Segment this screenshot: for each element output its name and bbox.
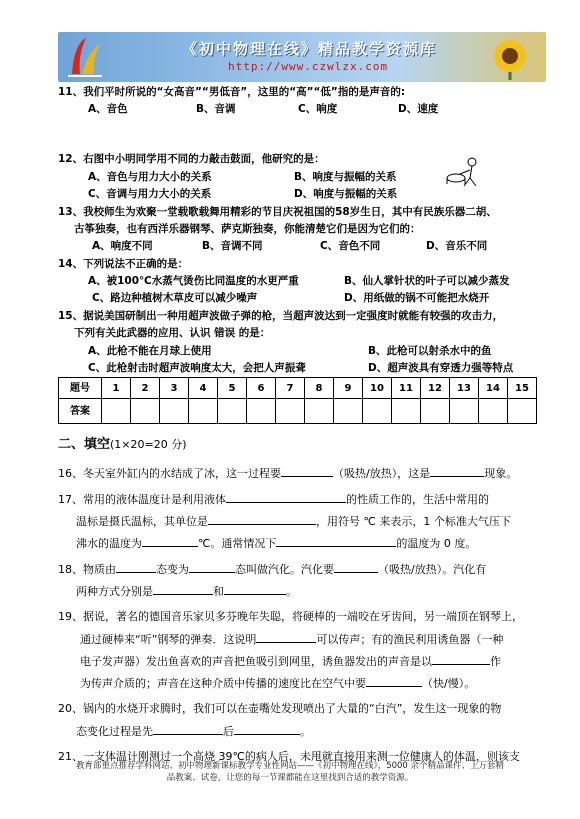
option-d: D、音乐不同 bbox=[426, 240, 488, 252]
blank[interactable] bbox=[153, 582, 213, 595]
blank[interactable] bbox=[432, 652, 490, 665]
question-number: 7 bbox=[276, 378, 305, 399]
blank[interactable] bbox=[189, 560, 235, 573]
question-number: 9 bbox=[334, 378, 363, 399]
option-c: C、音调与用力大小的关系 bbox=[88, 188, 212, 200]
question-number: 1 bbox=[102, 378, 131, 399]
blank[interactable] bbox=[116, 560, 156, 573]
q17-text: ，用符号 ℃ 来表示，1 个标准大气压下 bbox=[316, 515, 511, 528]
question-13: 13、我校师生为欢聚一堂载歌载舞用精彩的节目庆祝祖国的58岁生日，其中有民族乐器二胡、 bbox=[58, 206, 497, 218]
blank[interactable] bbox=[226, 490, 346, 503]
footer-line: 品教案、试卷，让您的每一节课都能在这里找到合适的教学资源。 bbox=[166, 773, 414, 783]
answer-table bbox=[58, 377, 537, 424]
q18-text: 。 bbox=[286, 585, 297, 598]
blank[interactable] bbox=[366, 674, 422, 687]
q16-text: 现象。 bbox=[484, 467, 518, 480]
blank[interactable] bbox=[224, 582, 286, 595]
question-16 bbox=[58, 464, 517, 482]
blank[interactable] bbox=[256, 630, 316, 643]
option-a: A、响度不同 bbox=[92, 240, 153, 252]
option-d: D、用纸做的锅不可能把水烧开 bbox=[344, 292, 490, 304]
q19-text: 通过硬棒来“听”钢琴的弹奏．这说明 bbox=[80, 633, 257, 646]
answer-cell[interactable] bbox=[508, 399, 537, 424]
answer-cell[interactable] bbox=[363, 399, 392, 424]
q19-text: 作 bbox=[490, 655, 501, 668]
drum-player-illustration bbox=[444, 156, 488, 188]
answer-cell[interactable] bbox=[334, 399, 363, 424]
question-18 bbox=[58, 560, 486, 578]
question-18-line2 bbox=[76, 582, 297, 600]
q18-text: 态叫做汽化。汽化要 bbox=[235, 563, 334, 576]
question-14: 14、下列说法不正确的是： bbox=[58, 258, 189, 270]
answer-cell[interactable] bbox=[421, 399, 450, 424]
q17-text: 的性质工作的，生活中常用的 bbox=[346, 493, 489, 506]
table-row bbox=[59, 378, 537, 399]
blank[interactable] bbox=[276, 534, 396, 547]
question-19: 19、据说，著名的德国音乐家贝多芬晚年失聪，将硬棒的一端咬在牙齿间，另一端顶在钢琴上， bbox=[58, 610, 523, 623]
question-number: 14 bbox=[479, 378, 508, 399]
question-number: 11 bbox=[392, 378, 421, 399]
answer-cell[interactable] bbox=[276, 399, 305, 424]
answer-cell[interactable] bbox=[218, 399, 247, 424]
section-title bbox=[58, 436, 187, 453]
question-11: 11、我们平时所说的“女高音”“男低音”，这里的“高”“低”指的是声音的: bbox=[58, 86, 406, 98]
option-c: C、响度 bbox=[298, 103, 338, 115]
answer-cell[interactable] bbox=[160, 399, 189, 424]
option-b: B、此枪可以射杀水中的鱼 bbox=[368, 345, 492, 357]
question-20-line2 bbox=[76, 722, 311, 740]
question-19-line4 bbox=[80, 674, 475, 692]
option-b: B、音调不同 bbox=[202, 240, 263, 252]
question-number: 6 bbox=[247, 378, 276, 399]
question-17-line3 bbox=[76, 534, 476, 552]
blank[interactable] bbox=[430, 464, 484, 477]
option-a: A、音色与用力大小的关系 bbox=[88, 171, 212, 183]
option-b: B、音调 bbox=[196, 103, 236, 115]
q18-text: 态变为 bbox=[156, 563, 189, 576]
footer bbox=[60, 760, 520, 784]
q20-text: 态变化过程是先 bbox=[76, 725, 153, 738]
section-score: (1×20=20 分) bbox=[110, 438, 187, 451]
blank[interactable] bbox=[208, 512, 316, 525]
blank[interactable] bbox=[142, 534, 198, 547]
question-13-line2: 古筝独奏，也有西洋乐器钢琴、萨克斯独奏，你能清楚它们是因为它们的： bbox=[74, 223, 421, 235]
option-d: D、速度 bbox=[398, 103, 439, 115]
question-21: 21、一支体温计刚测过一个高烧 39℃的病人后，未甩就直接用来测一位健康人的体温，则该支 bbox=[58, 750, 520, 763]
question-number: 15 bbox=[508, 378, 537, 399]
question-19-line2 bbox=[80, 630, 503, 648]
answer-cell[interactable] bbox=[102, 399, 131, 424]
blank[interactable] bbox=[281, 464, 333, 477]
banner-title: 《初中物理在线》精品教学资源库 bbox=[182, 40, 438, 58]
footer-line: 教育部重点推荐学科网站、初中物理新课标教学专业性网站——《初中物理在线》，5000 余个精品课件、上万套精 bbox=[75, 761, 505, 771]
answer-cell[interactable] bbox=[247, 399, 276, 424]
question-19-line3 bbox=[80, 652, 501, 670]
q19-text: （快/慢）。 bbox=[422, 677, 476, 690]
option-c: C、音色不同 bbox=[320, 240, 381, 252]
q19-text: 可以传声；有的渔民利用诱鱼器（一种 bbox=[316, 633, 504, 646]
q18-text: 18、物质由 bbox=[58, 563, 116, 576]
question-17 bbox=[58, 490, 489, 508]
answer-cell[interactable] bbox=[450, 399, 479, 424]
answer-label: 答案 bbox=[59, 399, 102, 424]
blank[interactable] bbox=[334, 560, 378, 573]
question-number: 8 bbox=[305, 378, 334, 399]
option-a: A、此枪不能在月球上使用 bbox=[88, 345, 212, 357]
option-c: C、此枪射击时超声波响度太大，会把人声振聋 bbox=[88, 362, 306, 374]
question-17-line2 bbox=[76, 512, 511, 530]
question-number: 12 bbox=[421, 378, 450, 399]
sunflower-icon bbox=[480, 34, 540, 80]
q16-text: 16、冬天室外缸内的水结成了冰，这一过程要 bbox=[58, 467, 281, 480]
option-a: A、被100℃水蒸气烫伤比同温度的水更严重 bbox=[88, 275, 299, 287]
question-12: 12、右图中小明同学用不同的力敲击鼓面，他研究的是： bbox=[58, 153, 325, 165]
q17-text: ℃。通常情况下 bbox=[198, 537, 277, 550]
option-d: D、超声波具有穿透力强等特点 bbox=[368, 362, 514, 374]
header-label: 题号 bbox=[59, 378, 102, 399]
q18-text: 和 bbox=[213, 585, 224, 598]
question-number: 2 bbox=[131, 378, 160, 399]
logo-icon bbox=[64, 34, 106, 80]
q19-text: 电子发声器）发出鱼喜欢的声音把鱼吸引到网里，诱鱼器发出的声音是以 bbox=[80, 655, 432, 668]
blank[interactable] bbox=[234, 722, 300, 735]
question-number: 3 bbox=[160, 378, 189, 399]
q19-text: 为传声介质的；声音在这种介质中传播的速度比在空气中要 bbox=[80, 677, 366, 690]
answer-cell[interactable] bbox=[305, 399, 334, 424]
q17-text: 的温度为 0 度。 bbox=[396, 537, 477, 550]
question-15: 15、据说美国研制出一种用超声波做子弹的枪，当超声波达到一定强度时就能有较强的攻击力， bbox=[58, 310, 504, 322]
question-15-line2: 下列有关此武器的应用、认识 错误 的是： bbox=[74, 327, 271, 339]
q17-text: 温标是摄氏温标，其单位是 bbox=[76, 515, 208, 528]
blank[interactable] bbox=[153, 722, 223, 735]
q17-text: 17、常用的液体温度计是利用液体 bbox=[58, 493, 226, 506]
option-c: C、路边种植树木草皮可以减少噪声 bbox=[92, 292, 258, 304]
option-b: B、响度与振幅的关系 bbox=[294, 171, 397, 183]
question-number: 10 bbox=[363, 378, 392, 399]
q16-text: （吸热/放热），这是 bbox=[333, 467, 431, 480]
option-b: B、仙人掌针状的叶子可以减少蒸发 bbox=[344, 275, 510, 287]
q18-text: 两种方式分别是 bbox=[76, 585, 153, 598]
q18-text: （吸热/放热）。汽化有 bbox=[378, 563, 487, 576]
answer-cell[interactable] bbox=[479, 399, 508, 424]
answer-cell[interactable] bbox=[189, 399, 218, 424]
table-row bbox=[59, 399, 537, 424]
q17-text: 沸水的温度为 bbox=[76, 537, 142, 550]
q20-text: 后 bbox=[223, 725, 234, 738]
answer-cell[interactable] bbox=[392, 399, 421, 424]
question-number: 13 bbox=[450, 378, 479, 399]
question-20: 20、锅内的水烧开求腾时，我们可以在壶嘴处发现喷出了大量的“白汽”，发生这一现象的物 bbox=[58, 702, 502, 715]
header-banner bbox=[58, 32, 546, 82]
banner-url[interactable]: http://www.czwlzx.com bbox=[228, 60, 389, 73]
section-heading: 二、填空 bbox=[58, 437, 111, 452]
answer-cell[interactable] bbox=[131, 399, 160, 424]
question-number: 4 bbox=[189, 378, 218, 399]
option-a: A、音色 bbox=[88, 103, 128, 115]
question-number: 5 bbox=[218, 378, 247, 399]
q20-text: 。 bbox=[300, 725, 311, 738]
option-d: D、响度与振幅的关系 bbox=[294, 188, 398, 200]
